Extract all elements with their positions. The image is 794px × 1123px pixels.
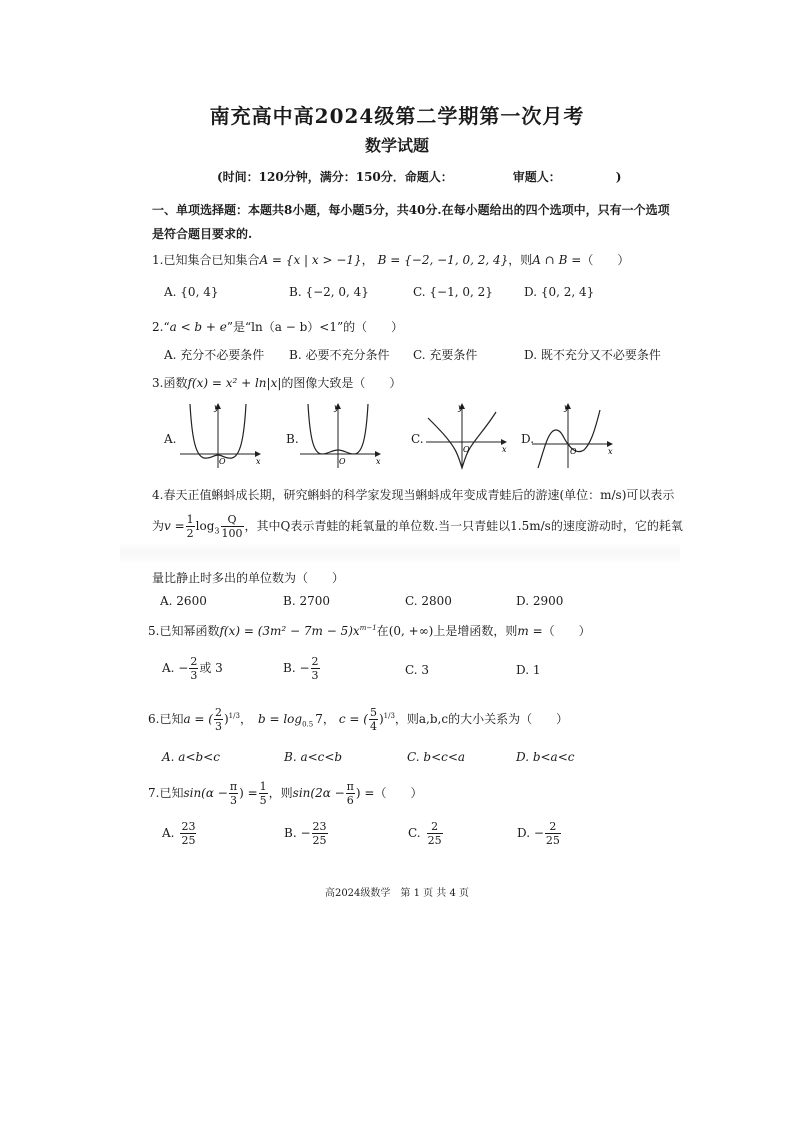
q1-expr: A ∩ B = [532, 253, 582, 267]
q4-text-a: 为 [152, 519, 165, 533]
exam-subtitle: 数学试题 [364, 136, 429, 155]
q2-option-b: B. 必要不充分条件 [289, 348, 390, 362]
q2-cond: a < b + e [169, 320, 227, 334]
q4-v: v = [164, 519, 185, 533]
graph-option-b [298, 400, 384, 470]
q7-option-d: D. − $\frac{2}{25}$ [517, 820, 560, 847]
question-6-stem: 6.已知a = ( $\frac{2}{3}$ )$^{1/3}$， $b = \log_{0.5} 7$， c = ( $\frac{5}{4}$ )$^{1/3}$，则a,b,c的大小关系为（ ） [148, 706, 569, 733]
q1-option-c: C. {−1, 0, 2} [413, 285, 493, 299]
q5-func: f(x) = (3m² − 7m − 5) [219, 624, 353, 638]
graph-option-d [530, 400, 616, 470]
q3-option-d: D. [521, 432, 535, 446]
graph-option-c [424, 400, 510, 470]
q5-exp: m−1 [359, 624, 377, 632]
q3-option-a: A. [164, 432, 177, 446]
q4-q-frac: $\frac{Q}{100}$ [221, 513, 243, 540]
q6-c-exp: 1/3 [383, 712, 395, 720]
q6-a-exp: 1/3 [228, 712, 240, 720]
q5-var: m = [517, 624, 543, 638]
q4-option-d: D. 2900 [516, 594, 564, 608]
section-heading: 一、单项选择题：本题共8小题，每小题5分，共40分.在每小题给出的四个选项中，只有一个选项是符合题目要求的. [152, 203, 670, 241]
curve [538, 410, 600, 468]
question-7-stem: 7.已知sin(α − $\frac{\pi}{3}$ ) = $\frac{1}{5}$ ，则sin(2α − $\frac{\pi}{6}$ ) =（ ） [148, 780, 423, 807]
question-2-stem [152, 318, 403, 335]
question-4-line-3: 量比静止时多出的单位数为（ ） [152, 571, 345, 585]
q3-option-c: C. [411, 432, 424, 446]
q1-set-a: A = {x | x > −1} [259, 253, 362, 267]
origin-label: O [463, 445, 470, 454]
q5-option-c: C. 3 [405, 663, 430, 677]
q5-text-a: 5.已知幂函数 [148, 624, 220, 638]
q3-text-b: 的图像大致是（ ） [281, 376, 402, 390]
question-4-line-1: 4.春天正值蝌蚪成长期，研究蝌蚪的科学家发现当蝌蚪成年变成青蛙后的游速(单位：m/s)可以表示 [152, 488, 675, 502]
q3-text-a: 3.函数 [152, 376, 188, 390]
q5-text-c: 上是增函数，则 [433, 624, 518, 638]
page-fold-shadow [120, 542, 680, 564]
q6-option-a: A. a<b<c [162, 750, 220, 764]
q1-option-d: D. {0, 2, 4} [524, 285, 595, 299]
q7-sin1: sin(α − [183, 786, 228, 800]
q7-text-b: ，则 [268, 786, 293, 800]
q5-text-b: 在 [376, 624, 389, 638]
y-label: y [214, 403, 219, 412]
q6-option-c: C. b<c<a [407, 750, 466, 764]
q5-text-d: （ ） [542, 624, 591, 638]
q1-text-c: （ ） [581, 253, 630, 267]
q1-option-a: A. {0, 4} [164, 285, 219, 299]
q6-text-a: 6.已知 [148, 712, 184, 726]
q4-option-b: B. 2700 [283, 594, 330, 608]
q5-option-b: B. − $\frac{2}{3}$ [283, 655, 319, 682]
q1-text-a: 1.已知集合已知集合 [152, 253, 260, 267]
page-footer: 高2024级数学 第 1 页 共 4 页 [324, 888, 470, 899]
q6-c: c = ( [338, 712, 368, 726]
q5-option-d: D. 1 [516, 663, 541, 677]
origin-label: O [339, 457, 346, 466]
x-label: x [256, 457, 261, 466]
origin-label: O [219, 457, 226, 466]
q4-text-b: ，其中Q表示青蛙的耗氧量的单位数.当一只青蛙以1.5m/s的速度游动时，它的耗氧 [244, 519, 683, 533]
q7-text-c: ) =（ ） [355, 786, 423, 800]
q6-option-d: D. b<a<c [516, 750, 575, 764]
meta-close: ) [615, 170, 622, 184]
x-label: x [502, 445, 507, 454]
y-label: y [564, 403, 569, 412]
q6-text-b: ，则a,b,c的大小关系为（ ） [394, 712, 569, 726]
q3-option-b: B. [286, 432, 299, 446]
origin-label: O [570, 447, 577, 456]
graph-option-a [178, 400, 264, 470]
q6-b: b = log [257, 712, 303, 726]
meta-reviewer: 审题人： [512, 170, 561, 184]
exam-title: 南充高中高2024级第二学期第一次月考 [209, 104, 585, 128]
q2-text-a: 2.“ [152, 320, 170, 334]
q7-text-a: 7.已知 [148, 786, 184, 800]
q4-option-c: C. 2800 [405, 594, 452, 608]
exam-meta [217, 168, 621, 185]
q4-log: log [195, 519, 215, 533]
q7-option-a: A. $\frac{23}{25}$ [162, 820, 196, 847]
q1-set-b: B = {−2, −1, 0, 2, 4} [377, 253, 509, 267]
meta-time: (时间：120分钟，满分：150分．命题人： [217, 170, 453, 184]
q6-a: a = ( [183, 712, 213, 726]
q2-option-d: D. 既不充分又不必要条件 [524, 348, 661, 362]
q2-option-c: C. 充要条件 [413, 348, 478, 362]
q5-option-a: A. − $\frac{2}{3}$ 或 3 [162, 655, 223, 682]
y-label: y [458, 403, 463, 412]
q1-option-b: B. {−2, 0, 4} [289, 285, 369, 299]
q4-log-base: 3 [214, 526, 220, 536]
q7-option-c: C. $\frac{2}{25}$ [408, 820, 442, 847]
q5-interval: (0, +∞) [388, 624, 434, 638]
q7-option-b: B. − $\frac{23}{25}$ [284, 820, 327, 847]
question-3-stem [152, 374, 401, 391]
question-5-stem: 5.已知幂函数$f(x) = (3m^2 - 7m - 5)x^{m-1}$在(0, +∞)上是增函数，则m =（ ） [148, 624, 591, 638]
q3-func: f(x) = x² + ln|x| [187, 376, 282, 390]
q1-text-b: ，则 [508, 253, 533, 267]
q7-sin2: sin(2α − [292, 786, 345, 800]
q6-option-b: B. a<c<b [284, 750, 343, 764]
q2-option-a: A. 充分不必要条件 [164, 348, 265, 362]
q4-option-a: A. 2600 [160, 594, 207, 608]
x-label: x [608, 447, 613, 456]
q2-text-b: ”是“ln（a − b）<1”的（ ） [226, 320, 404, 334]
question-4-line-2 [152, 513, 683, 540]
q4-half: $\frac{1}{2}$ [186, 513, 194, 540]
y-label: y [334, 403, 339, 412]
x-label: x [376, 457, 381, 466]
question-1-stem: 1.已知集合已知集合A = {x | x > −1}， B = {−2, −1, 0, 2, 4}，则A ∩ B =（ ） [152, 253, 630, 267]
